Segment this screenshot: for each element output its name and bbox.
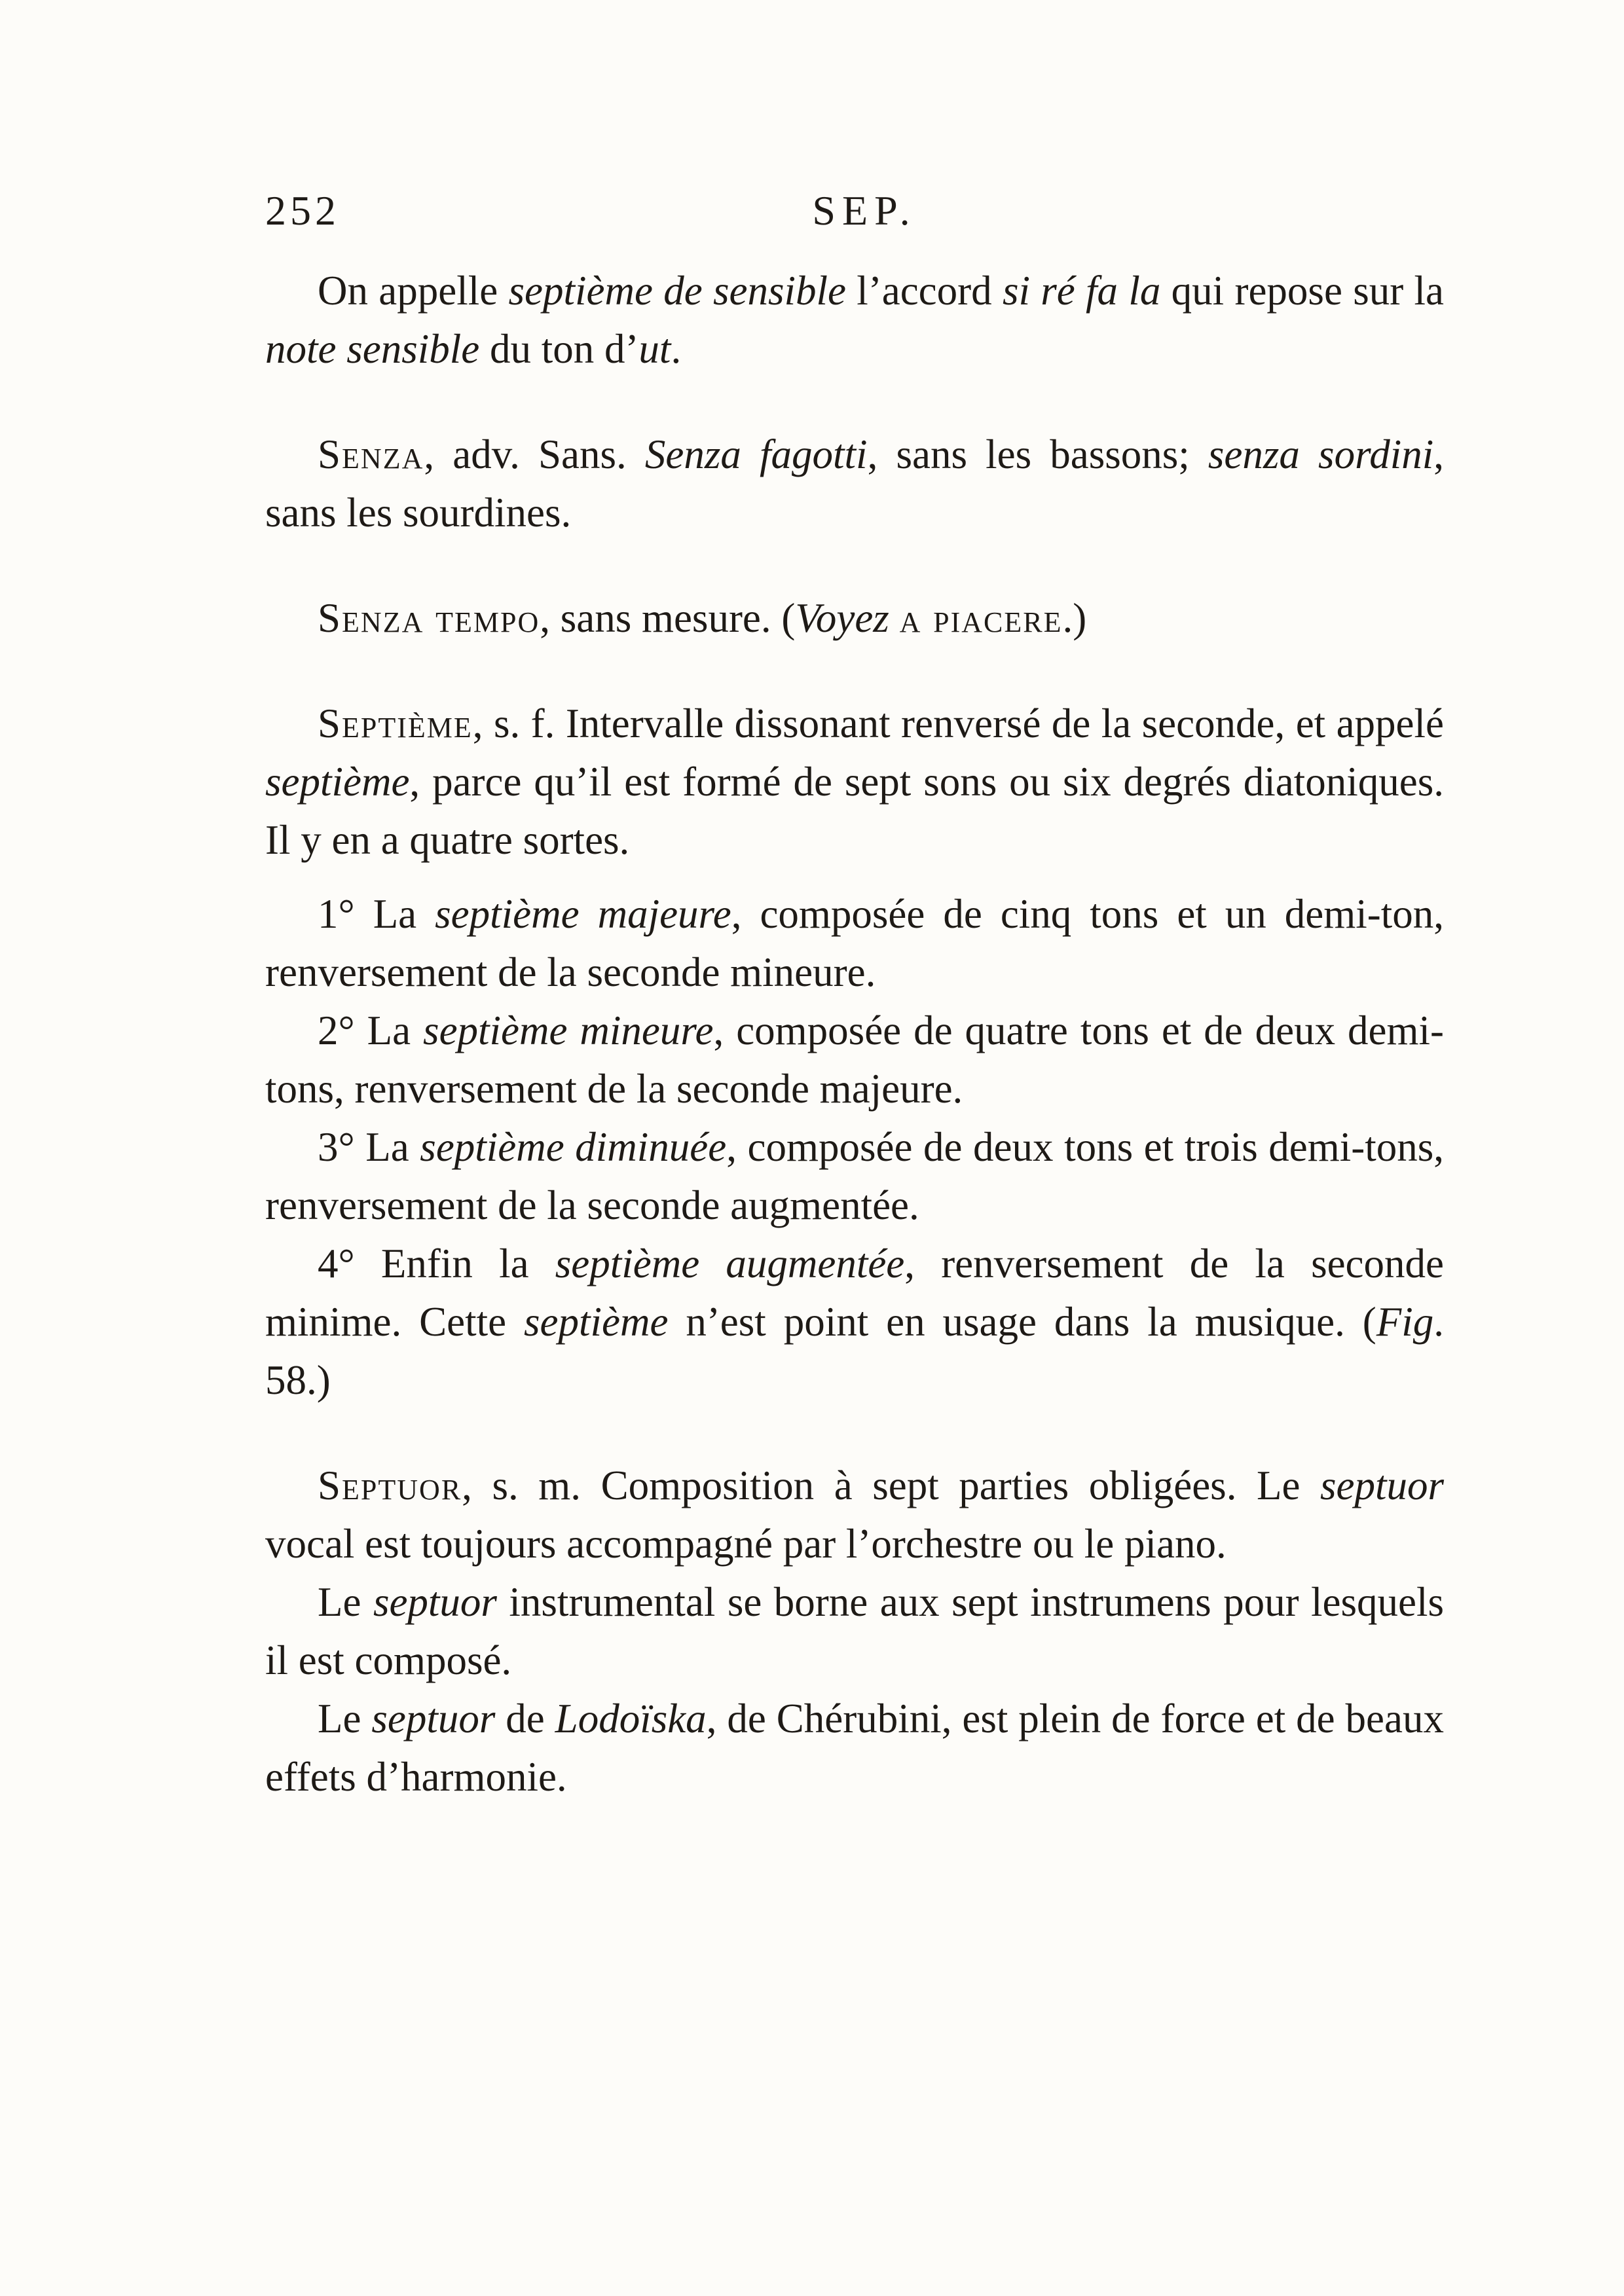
cross-reference: a piacere xyxy=(899,595,1063,641)
text-run: Le xyxy=(318,1696,372,1741)
item-septieme-majeure xyxy=(265,885,1444,1002)
text-run: , composée de deux tons et trois demi-tons, renversement de la seconde augmentée. xyxy=(265,1124,1445,1228)
entry-senza xyxy=(265,426,1444,542)
entry-headword: Septuor xyxy=(318,1463,462,1508)
item-septieme-diminuee xyxy=(265,1118,1444,1235)
entry-headword: Senza xyxy=(318,431,424,477)
italic-term: septième diminuée xyxy=(420,1124,727,1170)
text-run: , de Chérubini, est plein de force et de beaux effets d’harmonie. xyxy=(265,1696,1444,1800)
text-run: , sans les bassons; xyxy=(867,431,1208,477)
italic-term: septuor xyxy=(371,1696,496,1741)
text-run: , sans mesure. ( xyxy=(540,595,796,641)
text-run: instrumental se borne aux sept instrumens pour lesquels il est composé. xyxy=(265,1579,1444,1683)
italic-term: ut xyxy=(638,326,671,372)
text-run: .) xyxy=(1062,595,1087,641)
text-run: , composée de cinq tons et un demi-ton, renversement de la seconde mineure. xyxy=(265,891,1445,995)
paragraph-septuor-instrumental xyxy=(265,1573,1444,1690)
italic-term: Lodoïska xyxy=(555,1696,707,1741)
text-run: 1° La xyxy=(318,891,435,937)
running-head: SEP. xyxy=(812,187,917,234)
italic-term: Fig xyxy=(1376,1299,1434,1345)
italic-term: septuor xyxy=(1320,1463,1444,1508)
text-run: , renversement de la seconde minime. Cette xyxy=(265,1241,1444,1345)
text-run: 3° La xyxy=(318,1124,420,1170)
italic-term: septième xyxy=(265,759,410,805)
italic-term: si ré fa la xyxy=(1002,268,1161,314)
text-run: , adv. Sans. xyxy=(424,431,645,477)
item-septieme-augmentee xyxy=(265,1235,1444,1410)
text-run: . 58.) xyxy=(265,1299,1444,1403)
entry-headword: Septième xyxy=(318,701,473,746)
italic-term: septième augmentée xyxy=(555,1241,905,1286)
page-body xyxy=(265,262,1444,1806)
paragraph-septuor-lodoiska xyxy=(265,1690,1444,1806)
italic-term: Senza fagotti xyxy=(644,431,868,477)
italic-term: septième majeure xyxy=(435,891,731,937)
text-run: qui repose sur la xyxy=(1160,268,1444,314)
text-run: . xyxy=(671,326,682,372)
paragraph-septieme-de-sensible xyxy=(265,262,1444,378)
entry-senza-tempo xyxy=(265,589,1444,647)
page-header xyxy=(265,187,1464,246)
text-run: vocal est toujours accompagné par l’orchestre ou le piano. xyxy=(265,1521,1227,1567)
entry-headword: Senza tempo xyxy=(318,595,540,641)
text-run: On appelle xyxy=(318,268,509,314)
entry-septuor xyxy=(265,1457,1444,1573)
italic-term: septième mineure xyxy=(423,1008,714,1053)
page-number: 252 xyxy=(265,187,340,234)
italic-term: septième xyxy=(524,1299,669,1345)
text-run: du ton d’ xyxy=(479,326,639,372)
text-run: , s. f. Intervalle dissonant renversé de la seconde, et appelé xyxy=(472,701,1444,746)
text-run: n’est point en usage dans la musique. ( xyxy=(668,1299,1376,1345)
text-run: , composée de quatre tons et de deux demi-tons, renversement de la seconde majeure. xyxy=(265,1008,1445,1112)
italic-term: Voyez xyxy=(795,595,889,641)
text-run: Le xyxy=(318,1579,373,1625)
text-run: l’accord xyxy=(845,268,1003,314)
italic-term: note sensible xyxy=(265,326,480,372)
entry-septieme xyxy=(265,695,1444,869)
italic-term: septième de sensible xyxy=(508,268,846,314)
text-run: 4° Enfin la xyxy=(318,1241,555,1286)
text-run: de xyxy=(495,1696,555,1741)
item-septieme-mineure xyxy=(265,1002,1444,1118)
text-run: , sans les sourdines. xyxy=(265,431,1445,536)
text-run xyxy=(889,595,900,641)
italic-term: septuor xyxy=(373,1579,497,1625)
text-run: , s. m. Composition à sept parties obligées. Le xyxy=(462,1463,1320,1508)
text-run: 2° La xyxy=(318,1008,424,1053)
italic-term: senza sordini xyxy=(1208,431,1434,477)
text-run: , parce qu’il est formé de sept sons ou six degrés diatoniques. Il y en a quatre sortes. xyxy=(265,759,1444,863)
